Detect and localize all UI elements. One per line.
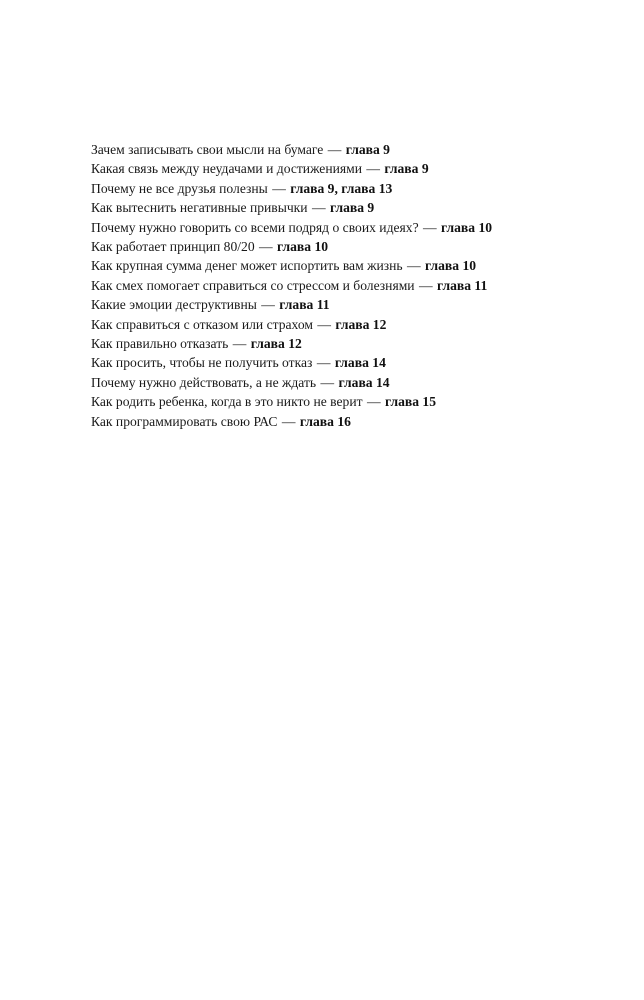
topic-text: Как крупная сумма денег может испортить вам жизнь	[91, 258, 403, 274]
topic-text: Почему не все друзья полезны	[91, 180, 268, 196]
list-item	[91, 276, 611, 295]
chapter-reference: глава 15	[384, 394, 437, 410]
list-item	[91, 256, 611, 275]
list-item	[91, 140, 611, 159]
dash-separator: —	[407, 258, 421, 274]
chapter-reference: глава 10	[277, 239, 329, 255]
dash-separator: —	[261, 297, 275, 313]
chapter-reference: глава 9	[345, 142, 390, 157]
topic-chapter-list	[91, 140, 611, 431]
list-item	[91, 353, 611, 372]
chapter-reference: глава 14	[338, 374, 390, 390]
topic-text: Как просить, чтобы не получить отказ	[91, 355, 313, 371]
list-item	[91, 295, 611, 314]
dash-separator: —	[316, 355, 331, 371]
list-item	[91, 218, 611, 237]
list-item	[91, 179, 611, 198]
dash-separator: —	[366, 394, 381, 410]
topic-text: Как смех помогает справиться со стрессом и болезнями	[91, 277, 415, 293]
chapter-reference: глава 9	[384, 161, 429, 177]
chapter-reference: глава 9, глава 13	[290, 180, 393, 196]
dash-separator: —	[259, 239, 273, 255]
topic-text: Как работает принцип 80/20	[91, 239, 255, 255]
dash-separator: —	[232, 336, 247, 352]
list-item	[91, 159, 611, 178]
dash-separator: —	[418, 277, 433, 293]
chapter-reference: глава 12	[335, 316, 387, 332]
topic-text: Как программировать свою РАС	[91, 413, 278, 429]
dash-separator: —	[320, 374, 335, 390]
topic-text: Как вытеснить негативные привычки	[91, 200, 308, 216]
topic-text: Почему нужно говорить со всеми подряд о своих идеях?	[91, 219, 419, 235]
topic-text: Как справиться с отказом или страхом	[91, 316, 313, 332]
chapter-reference: глава 14	[334, 355, 386, 371]
dash-separator: —	[423, 219, 437, 235]
topic-text: Почему нужно действовать, а не ждать	[91, 374, 317, 390]
list-item	[91, 198, 611, 217]
topic-text: Какие эмоции деструктивны	[91, 297, 257, 313]
chapter-reference: глава 11	[279, 297, 330, 313]
list-item	[91, 412, 611, 431]
topic-text: Как родить ребенка, когда в это никто не верит	[91, 394, 363, 410]
chapter-reference: глава 9	[329, 200, 375, 216]
chapter-reference: глава 12	[250, 336, 302, 352]
chapter-reference: глава 11	[436, 277, 488, 293]
list-item	[91, 237, 611, 256]
list-item	[91, 392, 611, 411]
dash-separator: —	[366, 161, 380, 177]
chapter-reference: глава 10	[441, 219, 493, 235]
list-item	[91, 334, 611, 353]
dash-separator: —	[317, 316, 331, 332]
dash-separator: —	[281, 413, 296, 429]
chapter-reference: глава 16	[299, 413, 351, 429]
topic-text: Зачем записывать свои мысли на бумаге	[91, 142, 324, 157]
dash-separator: —	[327, 142, 342, 157]
chapter-reference: глава 10	[425, 258, 477, 274]
dash-separator: —	[272, 180, 286, 196]
topic-text: Какая связь между неудачами и достижениями	[91, 161, 362, 177]
dash-separator: —	[311, 200, 326, 216]
topic-text: Как правильно отказать	[91, 336, 229, 352]
list-item	[91, 373, 611, 392]
list-item	[91, 315, 611, 334]
